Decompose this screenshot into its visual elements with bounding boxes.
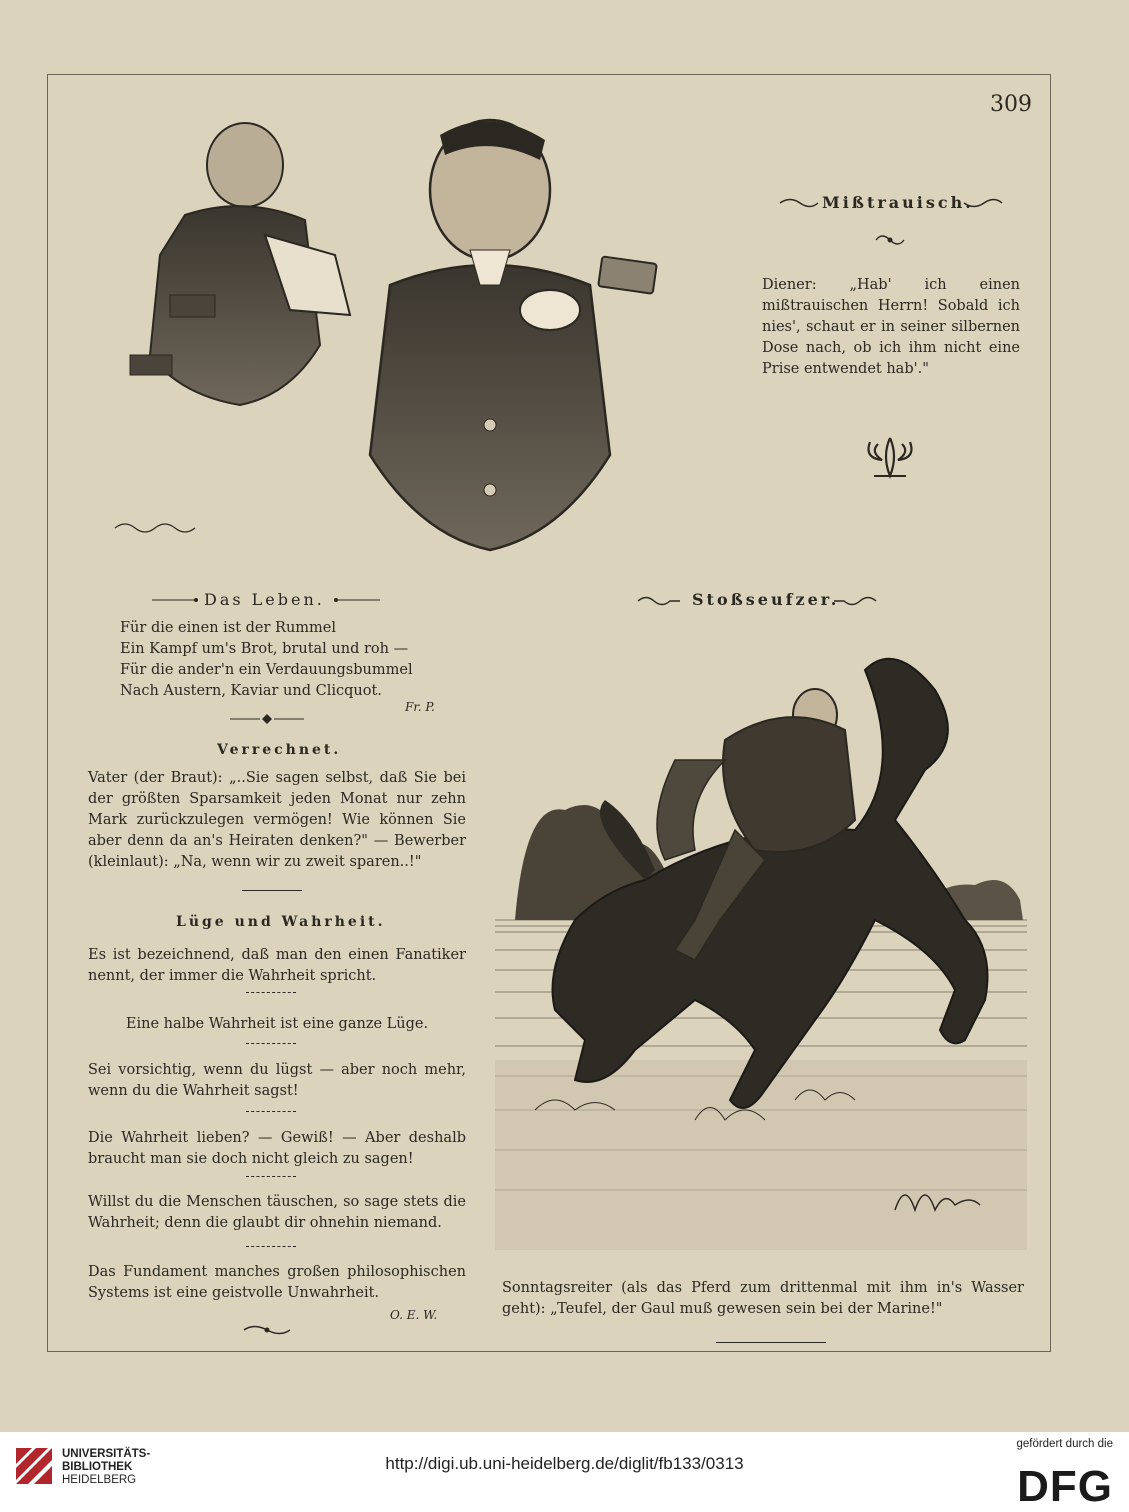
permalink-url[interactable]: http://digi.ub.uni-heidelberg.de/diglit/fb133/0313 (385, 1454, 744, 1473)
verrechnet-title: Verrechnet. (217, 742, 342, 758)
poem-line: Für die ander'n ein Verdauungsbummel (120, 662, 413, 678)
misstrauisch-title: Mißtrauisch. (822, 193, 974, 212)
stossseufzer-caption: Sonntagsreiter (als das Pferd zum drittenmal mit ihm in's Wasser geht): „Teufel, der Gaul muß gewesen sein bei der Marine!" (502, 1280, 1024, 1317)
luege-paragraph-6: Das Fundament manches großen philosophischen Systems ist eine geistvolle Unwahrheit. (88, 1264, 466, 1301)
verrechnet-text: Vater (der Braut): „..Sie sagen selbst, daß Sie bei der größten Sparsamkeit jeden Monat nur zehn Mark zurückzulegen vermögen! Wie können Sie aber denn da an's Heiraten denken?" — Bewerber (kleinlaut): „Na, wenn wir zu zweit sparen..!" (88, 770, 466, 870)
poem-line: Ein Kampf um's Brot, brutal und roh — (120, 641, 409, 657)
das-leben-author: Fr. P. (405, 700, 435, 714)
floral-ornament-icon (862, 432, 918, 484)
luege-paragraph-5: Willst du die Menschen täuschen, so sage stets die Wahrheit; denn die glaubt dir ohnehin niemand. (88, 1194, 466, 1231)
luege-paragraph-4: Die Wahrheit lieben? — Gewiß! — Aber deshalb braucht man sie doch nicht gleich zu sagen! (88, 1130, 466, 1167)
luege-paragraph-2: Eine halbe Wahrheit ist eine ganze Lüge. (125, 1016, 429, 1032)
illustration-two-men (90, 95, 700, 555)
library-line-2: BIBLIOTHEK (62, 1461, 133, 1473)
wavy-divider (246, 992, 296, 993)
luege-author: O. E. W. (390, 1308, 438, 1322)
small-vignette-icon (872, 232, 908, 248)
luege-paragraph-3: Sei vorsichtig, wenn du lügst — aber noch mehr, wenn du die Wahrheit sagst! (88, 1062, 466, 1099)
wavy-divider (246, 1043, 296, 1044)
wavy-divider (246, 1111, 296, 1112)
title-ornament-right (962, 196, 1004, 210)
illustration-rider-horse (495, 620, 1027, 1250)
das-leben-title: Das Leben. (204, 590, 325, 609)
leben-ornament-right (332, 594, 382, 606)
caption-divider (716, 1342, 826, 1343)
title-ornament-left (778, 196, 820, 210)
end-ornament-icon (242, 1323, 292, 1337)
stoss-ornament-right (832, 594, 878, 608)
poem-line: Für die einen ist der Rummel (120, 620, 337, 636)
digitization-footer (0, 1432, 1129, 1512)
library-line-1: UNIVERSITÄTS- (62, 1448, 151, 1460)
page-number: 309 (990, 92, 1032, 117)
library-line-3: HEIDELBERG (62, 1474, 137, 1486)
das-leben-poem (120, 618, 440, 702)
poem-line: Nach Austern, Kaviar und Clicquot. (120, 683, 382, 699)
wavy-divider (246, 1176, 296, 1177)
luege-title: Lüge und Wahrheit. (176, 914, 386, 930)
stossseufzer-title: Stoßseufzer. (692, 590, 840, 609)
funded-by-label: gefördert durch die (1016, 1438, 1113, 1450)
misstrauisch-text: Diener: „Hab' ich einen mißtrauischen Herrn! Sobald ich nies', schaut er in seiner silbernen Dose nach, ob ich ihm nicht eine Prise entwendet hab'." (762, 277, 1020, 377)
wavy-divider (246, 1246, 296, 1247)
leben-ornament-left (150, 594, 200, 606)
dfg-logo: DFG (1017, 1462, 1113, 1511)
section-divider (242, 890, 302, 891)
luege-paragraph-1: Es ist bezeichnend, daß man den einen Fanatiker nennt, der immer die Wahrheit spricht. (88, 947, 466, 984)
leben-divider (228, 713, 306, 725)
stoss-ornament-left (636, 594, 682, 608)
